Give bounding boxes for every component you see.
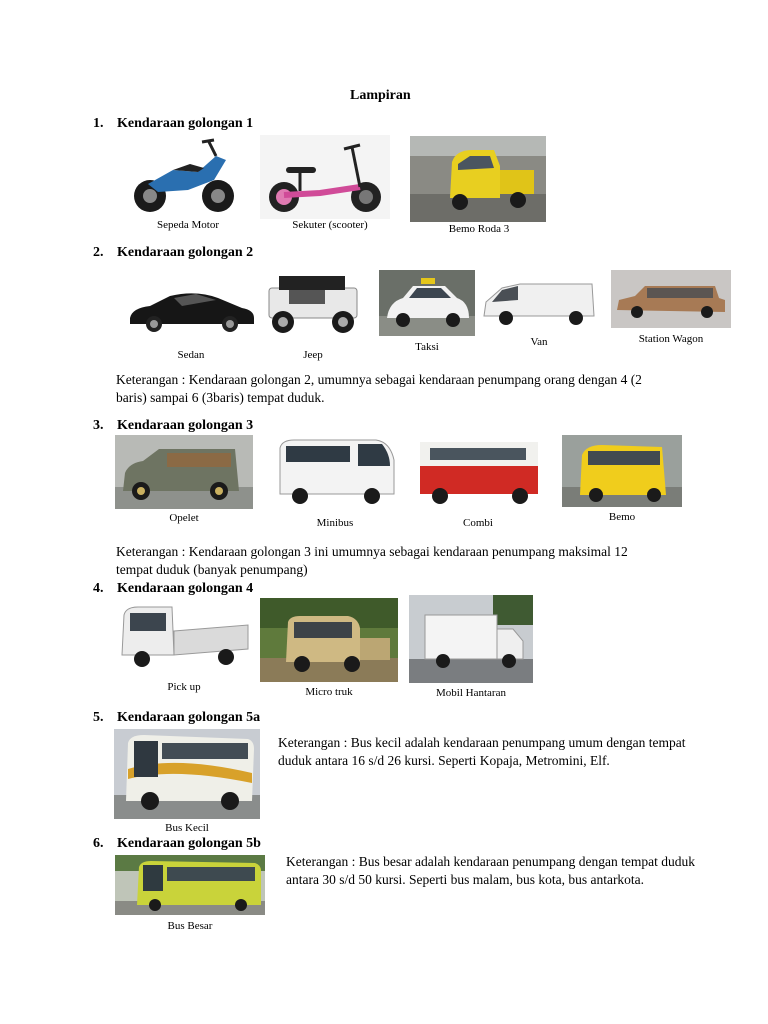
section-5-note: Keterangan : Bus kecil adalah kendaraan penumpang umum dengan tempat duduk antara 16 s/d 26 kursi. Seperti Kopaja, Metromini, Elf. [278,735,686,768]
section-title: Kendaraan golongan 5a [117,710,261,725]
page-title: Lampiran [350,88,411,103]
section-number: 2. [93,245,104,260]
section-5-heading [93,710,260,726]
caption: Van [530,336,548,348]
section-1-heading [93,116,253,132]
section-3-heading [93,418,253,434]
section-2-heading [93,245,253,261]
three-wheeler-image [410,136,546,222]
scooter-icon [260,135,390,219]
taxi-icon [379,270,475,336]
box-truck-icon [409,595,533,683]
caption: Bus Besar [167,920,213,932]
section-6-note: Keterangan : Bus besar adalah kendaraan penumpang dengan tempat duduk antara 30 s/d 50 kursi. Seperti bus malam, bus kota, bus antarkota. [286,854,695,887]
small-bus-image [114,729,260,819]
caption: Bemo [608,511,636,523]
section-2-note: Keterangan : Kendaraan golongan 2, umumnya sebagai kendaraan penumpang orang dengan 4 (2 baris) sampai 6 (3baris) tempat duduk. [116,372,642,405]
section-number: 1. [93,116,104,131]
station-wagon-image [611,270,731,328]
small-bus-icon [114,729,260,819]
caption: Mobil Hantaran [436,687,506,699]
caption: Opelet [169,512,199,524]
section-number: 3. [93,418,104,433]
van-icon [480,276,598,330]
jeep-image [261,270,365,340]
section-number: 4. [93,581,104,596]
bemo-image [562,435,682,507]
motorcycle-image [118,134,248,220]
section-title: Kendaraan golongan 3 [117,418,254,433]
section-number: 6. [93,836,104,851]
section-title: Kendaraan golongan 2 [117,245,254,260]
section-4-heading [93,581,253,597]
scooter-image [260,135,390,219]
caption: Micro truk [305,686,353,698]
section-6-heading [93,836,261,852]
taxi-image [379,270,475,336]
caption: Bemo Roda 3 [448,223,510,235]
combi-image [410,436,546,510]
caption: Station Wagon [638,333,704,345]
caption: Minibus [316,517,354,529]
minibus-icon [268,430,402,512]
caption: Jeep [303,349,323,361]
three-wheeler-icon [410,136,546,222]
van-image [480,276,598,330]
micro-truck-icon [260,598,398,682]
pickup-image [116,601,252,675]
jeep-icon [261,270,365,340]
caption: Pick up [167,681,201,693]
section-number: 5. [93,710,104,725]
opelet-image [115,435,253,509]
station-wagon-icon [611,270,731,328]
section-title: Kendaraan golongan 1 [117,116,254,131]
opelet-icon [115,435,253,509]
minibus-image [268,430,402,512]
sedan-icon [126,286,258,334]
box-truck-image [409,595,533,683]
bemo-icon [562,435,682,507]
combi-icon [410,436,546,510]
caption: Bus Kecil [165,822,209,834]
motorcycle-icon [118,134,248,220]
caption: Sepeda Motor [156,219,219,231]
sedan-image [126,286,258,334]
micro-truck-image [260,598,398,682]
caption: Taksi [415,341,439,353]
large-bus-icon [115,855,265,915]
section-title: Kendaraan golongan 4 [117,581,254,596]
caption: Sedan [177,349,205,361]
caption: Sekuter (scooter) [292,219,368,231]
pickup-icon [116,601,252,675]
section-title: Kendaraan golongan 5b [117,836,261,851]
large-bus-image [115,855,265,915]
caption: Combi [463,517,493,529]
section-3-note: Keterangan : Kendaraan golongan 3 ini umumnya sebagai kendaraan penumpang maksimal 12 tempat duduk (banyak penumpang) [116,544,628,577]
